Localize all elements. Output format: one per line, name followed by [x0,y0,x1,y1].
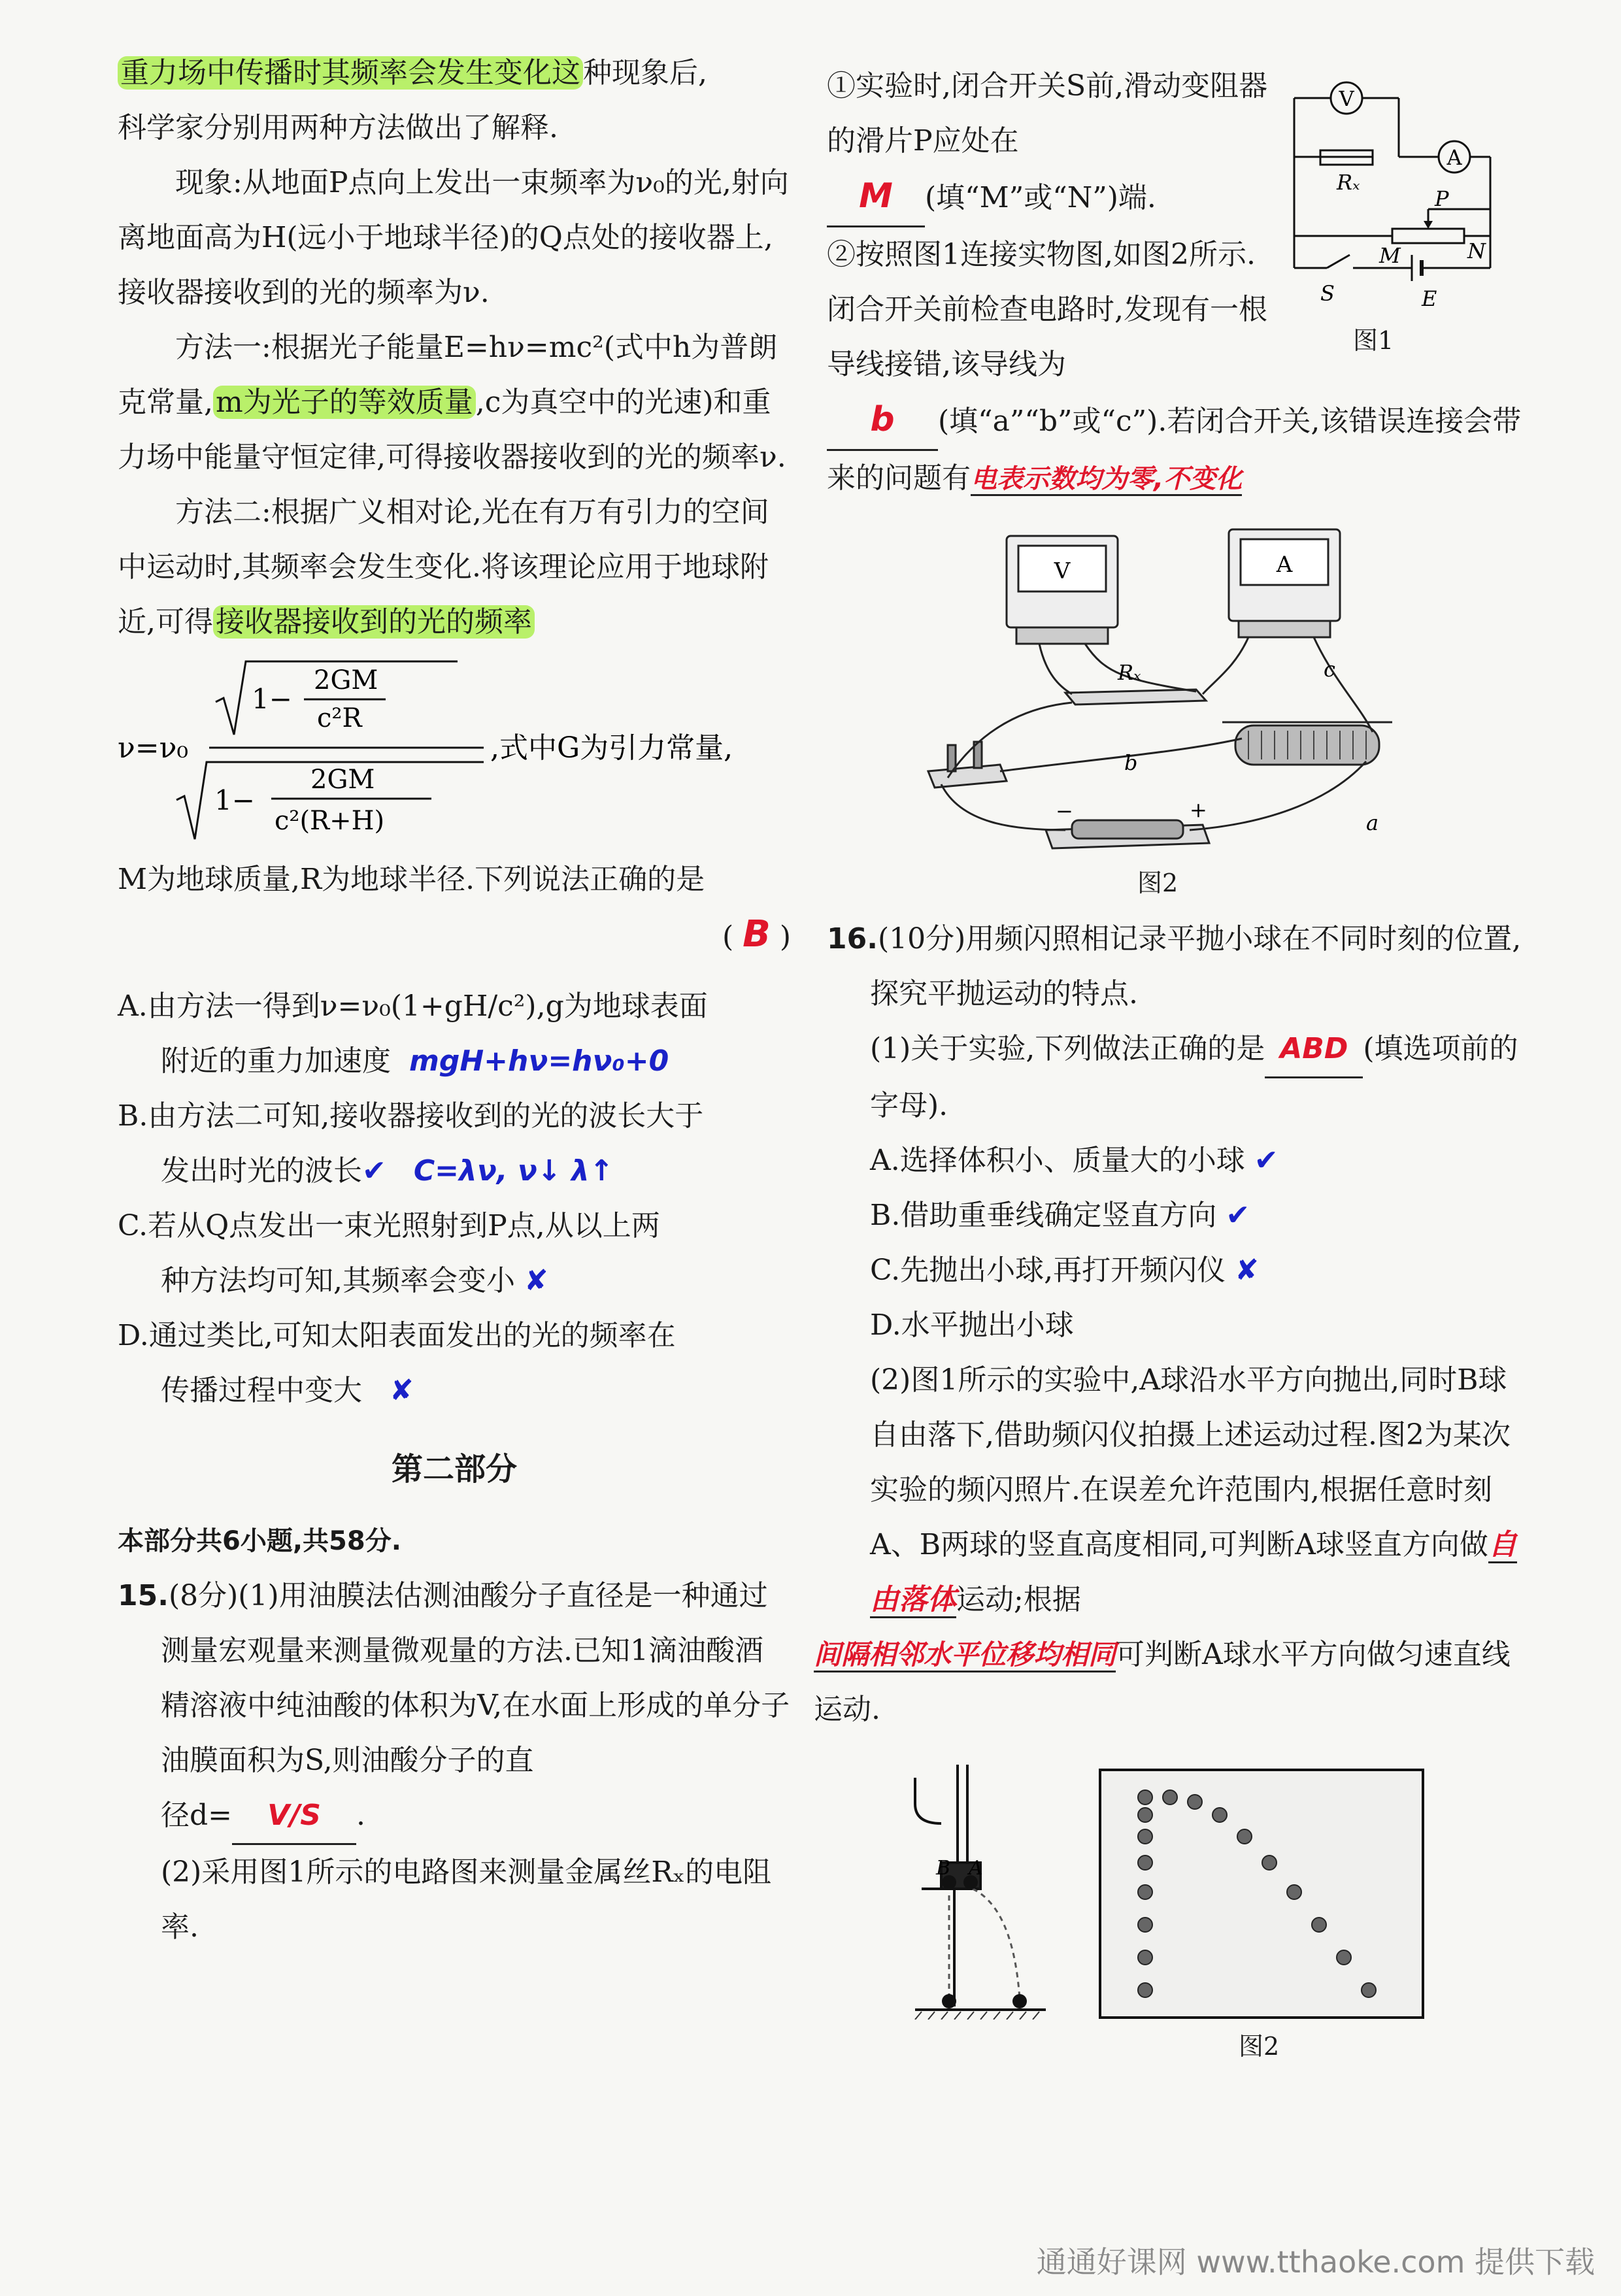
question-15-answer-line: 径d= V/S . [118,1788,791,1845]
circuit-diagram-fig1 [1281,59,1510,333]
svg-text:P: P [1435,186,1449,211]
svg-text:N: N [1467,239,1486,263]
highlight-text: m为光子的等效质量 [213,386,476,419]
svg-text:Rₓ: Rₓ [1337,170,1360,195]
option-b-cont: 发出时光的波长✔ C=λν, ν↓ λ↑ [161,1154,614,1188]
fig4-caption: 图2 [1239,2032,1280,2061]
question-tail: M为地球质量,R为地球半径.下列说法正确的是 [118,863,705,896]
check-mark-icon: ✔ [362,1154,386,1188]
svg-text:A: A [1276,552,1293,578]
formula-graphic [118,650,791,846]
apparatus-diagram-fig2 [909,523,1418,863]
svg-text:a: a [1366,810,1379,835]
svg-text:c²(R+H): c²(R+H) [275,806,385,836]
svg-text:c: c [1324,657,1335,682]
handwritten-note: 电表示数均为零,不变化 [971,464,1242,496]
handwritten-note: mgH+hν=hν₀+0 [409,1044,669,1078]
formula-lhs: ν=ν₀ [118,731,189,765]
option-b: B.由方法二可知,接收器接收到的光的波长大于 [118,1099,704,1133]
footer-watermark: 通通好课网 www.tthaoke.com 提供下载 [1036,2244,1595,2280]
cross-mark-icon: ✘ [1235,1254,1259,1287]
svg-text:c²R: c²R [317,703,362,733]
fig2-caption: 图2 [1137,869,1178,897]
answer-handwritten: M [859,176,893,216]
check-mark-icon: ✔ [1254,1144,1278,1177]
svg-text:2GM: 2GM [314,665,378,695]
svg-text:1−: 1− [214,784,255,816]
answer-handwritten: B [743,913,771,956]
cross-mark-icon: ✘ [389,1374,414,1407]
method-two-paragraph: 方法二:根据广义相对论,光在有万有引力的空间中运动时,其频率会发生变化.将该理论应用于地球附近,可得接收器接收到的光的频率 [118,495,769,639]
answer-line: ( B ) [722,913,791,956]
svg-text:Rₓ: Rₓ [1118,660,1141,685]
answer-handwritten: V/S [267,1799,321,1832]
svg-text:S: S [1320,281,1335,306]
svg-text:+: + [1190,797,1207,822]
answer-handwritten: ABD [1280,1032,1348,1065]
svg-text:1−: 1− [252,683,292,715]
options-list [118,979,791,1418]
strobe-photo [1098,1768,1425,2020]
svg-text:b: b [1124,750,1138,775]
svg-text:−: − [1056,799,1073,824]
option-d: D.通过类比,可知太阳表面发出的光的频率在 [118,1319,676,1352]
section-note: 本部分共6小题,共58分. [118,1526,401,1556]
option-d-cont: 传播过程中变大 ✘ [161,1374,414,1407]
svg-text:E: E [1422,286,1437,311]
answer-handwritten: 自由落体 [870,1528,1517,1618]
highlight-text: 重力场中传播时其频率会发生变化这 [118,56,583,90]
ball-drop-apparatus [895,1765,1065,2020]
text: 科学家分别用两种方法做出了解释. [118,111,558,144]
option-c: C.若从Q点发出一束光照射到P点,从以上两 [118,1209,660,1242]
relativity-formula [118,650,791,846]
left-column [118,46,791,1955]
svg-text:,式中G为引力常量,: ,式中G为引力常量, [490,731,733,765]
option-c-cont: 种方法均可知,其频率会变小 ✘ [161,1264,548,1297]
phenomenon-paragraph: 现象:从地面P点向上发出一束频率为ν₀的光,射向离地面高为H(远小于地球半径)的Q点处的接收器上,接收器接收到的光的频率为ν. [118,166,789,309]
svg-text:A: A [1446,145,1462,170]
section-title: 第二部分 [391,1451,517,1488]
answer-handwritten: b [870,400,895,439]
question-15-part2: (2)采用图1所示的电路图来测量金属丝Rₓ的电阻率. [161,1855,772,1944]
text: 种现象后, [583,56,707,90]
fig1-caption: 图1 [1353,326,1394,355]
method-one-paragraph: 方法一:根据光子能量E=hν=mc²(式中h为普朗克常量,m为光子的等效质量,c为真空中的光速)和重力场中能量守恒定律,可得接收器接收到的光的频率ν. [118,331,786,474]
svg-text:2GM: 2GM [310,765,375,795]
svg-text:A: A [969,1857,983,1880]
svg-text:V: V [1054,558,1071,584]
check-mark-icon: ✔ [1226,1199,1250,1232]
option-a-cont: 附近的重力加速度 mgH+hν=hν₀+0 [161,1044,669,1078]
question-15: 15.(8分)(1)用油膜法估测油酸分子直径是一种通过测量宏观量来测量微观量的方法.已知1滴油酸酒精溶液中纯油酸的体积为V,在水面上形成的单分子油膜面积为S,则油酸分子的直 [118,1579,790,1777]
svg-text:V: V [1339,86,1354,111]
question-16: 16.(10分)用频闪照相记录平抛小球在不同时刻的位置,探究平抛运动的特点. (1)关于实验,下列做法正确的是 ABD (填选项前的字母). A.选择体积小、质量大的小球 ✔ B.借助重垂线确定竖直方向 ✔ C.先抛出小球,再打开频闪仪 ✘ D.水平抛出小球 (2)图1所示的实验中,A球沿水平方向抛出,同时B球自由落下,借助频闪仪拍摄上述运动过程.图2为某次实验的频闪照片.在误差允许范围内,根据任意时刻A、B两球的竖直高度相同,可判断A球竖直方向做自由落体运动;根据 间隔相邻水平位移均相同可判断A球水平方向做匀速直线运动. [814,922,1522,1726]
svg-text:B: B [936,1857,951,1880]
q15-step2-cont: b (填“a”“b”或“c”).若闭合开关,该错误连接会带来的问题有电表示数均为零,不变化 [827,392,1533,507]
cross-mark-icon: ✘ [524,1264,548,1297]
q15-step1: ①实验时,闭合开关S前,滑动变阻器的滑片P应处在 M (填“M”或“N”)端. ②按照图1连接实物图,如图2所示.闭合开关前检查电路时,发现有一根导线接错,该导线为 [827,69,1268,381]
answer-handwritten: 间隔相邻水平位移均相同 [814,1639,1116,1672]
svg-text:M: M [1379,243,1401,268]
handwritten-note: C=λν, ν↓ λ↑ [413,1154,614,1188]
highlight-text: 接收器接收到的光的频率 [213,605,535,639]
option-a: A.由方法一得到ν=ν₀(1+gH/c²),g为地球表面 [118,990,708,1023]
